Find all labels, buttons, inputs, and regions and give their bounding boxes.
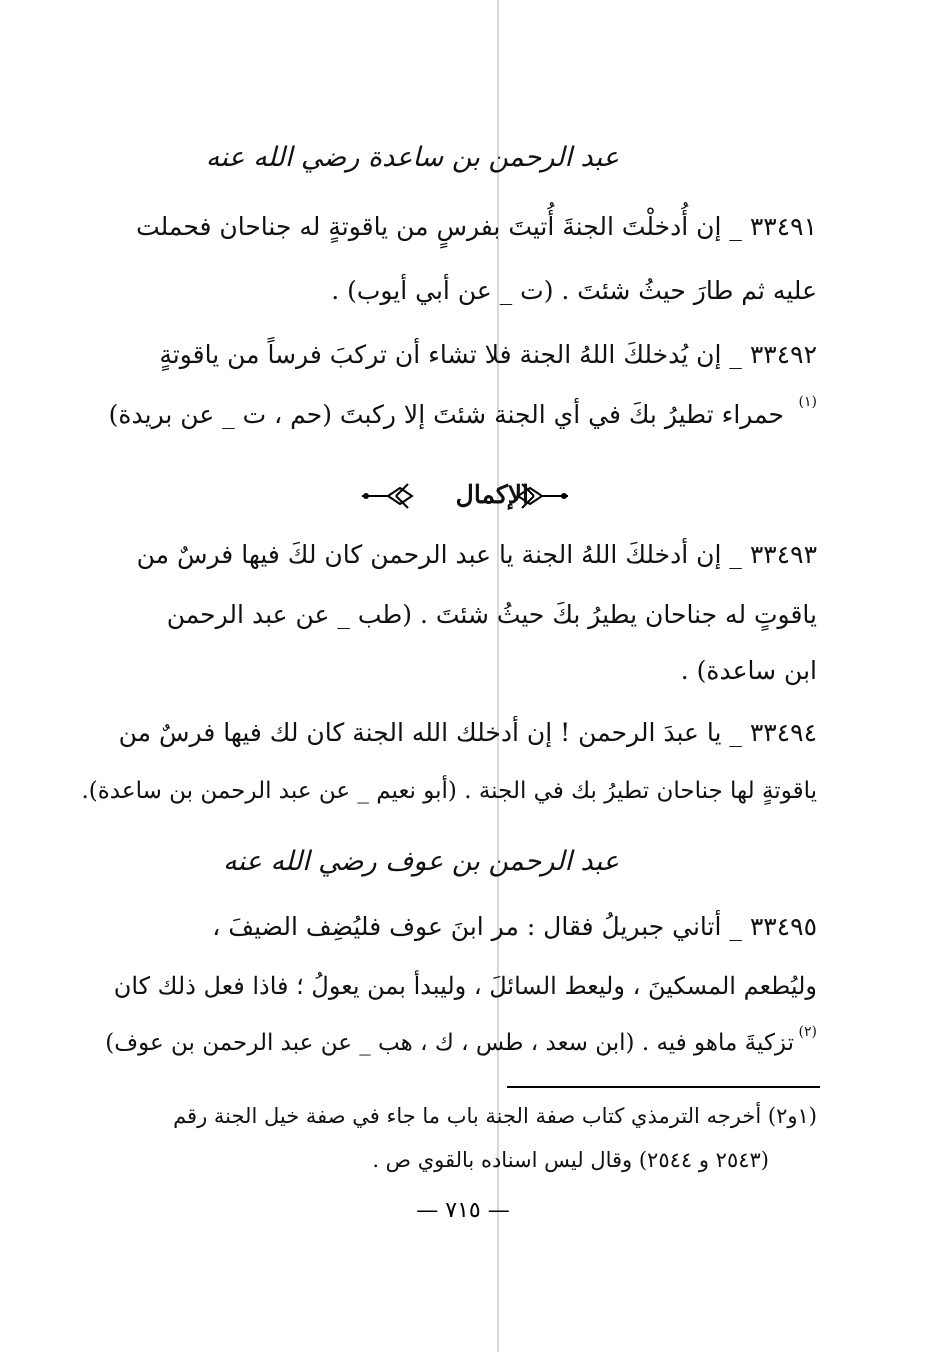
hadith-33492-line-2: حمراء تطيرُ بكَ في أي الجنة شئتَ إلا ركبتَ (حم ، ت _ عن بريدة) (108, 400, 784, 429)
hadith-33495-line-2: وليُطعم المسكينَ ، وليعط السائلَ ، وليبدأ بمن يعولُ ؛ فاذا فعل ذلك كان (113, 972, 817, 1000)
hadith-33491-line-1: ٣٣٤٩١ _ إن أُدخلْتَ الجنةَ أُتيتَ بفرسٍ من ياقوتةٍ له جناحان فحملت (136, 212, 817, 241)
hadith-33491-line-2: عليه ثم طارَ حيثُ شئتَ . (ت _ عن أبي أيوب) . (331, 276, 817, 305)
page-number: — ٧١٥ — (416, 1198, 510, 1223)
footnote-marker-1: (١) (798, 394, 817, 410)
hadith-33495-line-1: ٣٣٤٩٥ _ أتاني جبريلُ فقال : مر ابنَ عوف فليُضِف الضيفَ ، (212, 912, 817, 941)
hadith-33492-line-1: ٣٣٤٩٢ _ إن يُدخلكَ اللهُ الجنة فلا تشاء أن تركبَ فرساً من ياقوتةٍ (159, 340, 817, 369)
footnote-line-2: (٢٥٤٣ و ٢٥٤٤) وقال ليس اسناده بالقوي ص . (372, 1148, 769, 1172)
footnote-separator (507, 1086, 820, 1088)
hadith-33494-line-1: ٣٣٤٩٤ _ يا عبدَ الرحمن ! إن أدخلك الله الجنة كان لك فيها فرسٌ من (118, 718, 817, 747)
footnote-line-1: (١و٢) أخرجه الترمذي كتاب صفة الجنة باب ما جاء في صفة خيل الجنة رقم (173, 1104, 817, 1128)
hadith-33493-line-2: ياقوتٍ له جناحان يطيرُ بكَ حيثُ شئتَ . (طب _ عن عبد الرحمن (166, 600, 817, 629)
hadith-33495-line-3: تزكيةَ ماهو فيه . (ابن سعد ، طس ، ك ، هب _ عن عبد الرحمن بن عوف) (105, 1030, 794, 1056)
heading-ibn-awf: عبد الرحمن بن عوف رضي الله عنه (223, 846, 619, 877)
hadith-33494-line-2: ياقوتةٍ لها جناحان تطيرُ بك في الجنة . (أبو نعيم _ عن عبد الرحمن بن ساعدة). (81, 778, 817, 804)
footnote-marker-2: (٢) (798, 1024, 817, 1040)
heading-ibn-saida: عبد الرحمن بن ساعدة رضي الله عنه (205, 142, 619, 173)
section-title-ikmal: الإكمال (455, 480, 529, 509)
hadith-33493-line-3: ابن ساعدة) . (680, 656, 817, 685)
hadith-33493-line-1: ٣٣٤٩٣ _ إن أدخلكَ اللهُ الجنة يا عبد الرحمن كان لكَ فيها فرسٌ من (136, 540, 817, 569)
